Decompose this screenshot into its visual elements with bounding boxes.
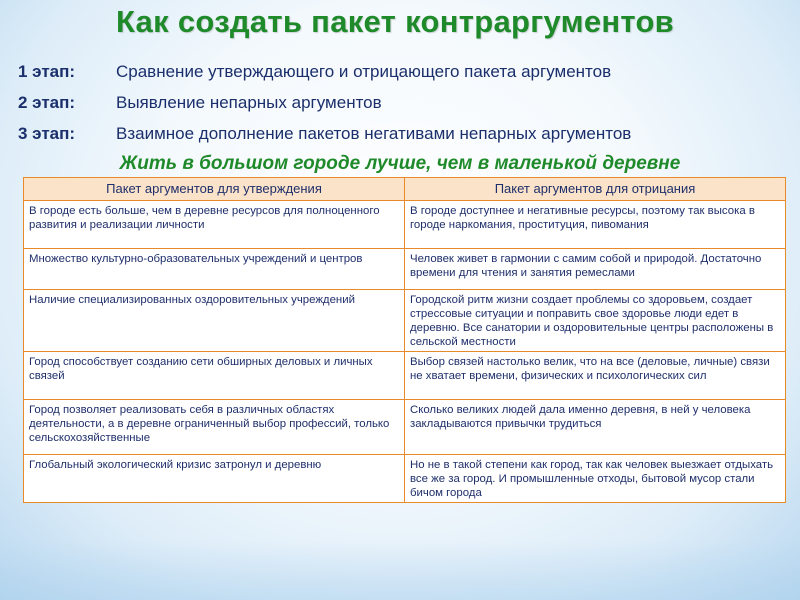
header-affirmation: Пакет аргументов для утверждения bbox=[24, 178, 405, 201]
table-row bbox=[24, 455, 786, 503]
stage-1-label: 1 этап: bbox=[18, 62, 76, 81]
stage-3-label: 3 этап: bbox=[18, 124, 76, 143]
table-header-row bbox=[24, 178, 786, 201]
affirmation-cell: В городе есть больше, чем в деревне ресурсов для полноценного развития и реализации личности bbox=[24, 201, 405, 249]
negation-cell: В городе доступнее и негативные ресурсы, поэтому так высока в городе наркомания, проституция, пивомания bbox=[405, 201, 786, 249]
affirmation-cell: Глобальный экологический кризис затронул и деревню bbox=[24, 455, 405, 503]
affirmation-cell: Множество культурно-образовательных учреждений и центров bbox=[24, 249, 405, 290]
negation-cell: Выбор связей настолько велик, что на все (деловые, личные) связи не хватает времени, физических и психологических сил bbox=[405, 352, 786, 400]
negation-cell: Но не в такой степени как город, так как человек выезжает отдыхать все же за город. И промышленные отходы, бытовой мусор стали бичом города bbox=[405, 455, 786, 503]
page-title: Как создать пакет контраргументов bbox=[115, 4, 675, 39]
affirmation-cell: Город позволяет реализовать себя в различных областях деятельности, а в деревне ограниченный выбор профессий, только сельскохозяйственные bbox=[24, 400, 405, 455]
negation-cell: Городской ритм жизни создает проблемы со здоровьем, создает стрессовые ситуации и поправить свое здоровье люди едет в деревню. Все санатории и оздоровительные центры расположены в сельской местности bbox=[405, 290, 786, 352]
negation-cell: Человек живет в гармонии с самим собой и природой. Достаточно времени для чтения и занятия ремеслами bbox=[405, 249, 786, 290]
stage-2-text: Выявление непарных аргументов bbox=[116, 93, 382, 112]
table-row bbox=[24, 400, 786, 455]
stage-3 bbox=[18, 122, 631, 146]
topic-subtitle: Жить в большом городе лучше, чем в маленькой деревне bbox=[119, 153, 681, 174]
table-row bbox=[24, 290, 786, 352]
table-row bbox=[24, 249, 786, 290]
table-row bbox=[24, 352, 786, 400]
stage-1-text: Сравнение утверждающего и отрицающего пакета аргументов bbox=[116, 62, 612, 81]
stage-2 bbox=[18, 91, 382, 115]
negation-cell: Сколько великих людей дала именно деревня, в ней у человека закладываются привычки трудиться bbox=[405, 400, 786, 455]
background-band bbox=[0, 540, 800, 600]
header-negation: Пакет аргументов для отрицания bbox=[405, 178, 786, 201]
affirmation-cell: Наличие специализированных оздоровительных учреждений bbox=[24, 290, 405, 352]
stage-3-text: Взаимное дополнение пакетов негативами непарных аргументов bbox=[116, 124, 632, 143]
stage-1 bbox=[18, 60, 611, 84]
table-row bbox=[24, 201, 786, 249]
arguments-table bbox=[23, 177, 786, 503]
stage-2-label: 2 этап: bbox=[18, 93, 76, 112]
affirmation-cell: Город способствует созданию сети обширных деловых и личных связей bbox=[24, 352, 405, 400]
